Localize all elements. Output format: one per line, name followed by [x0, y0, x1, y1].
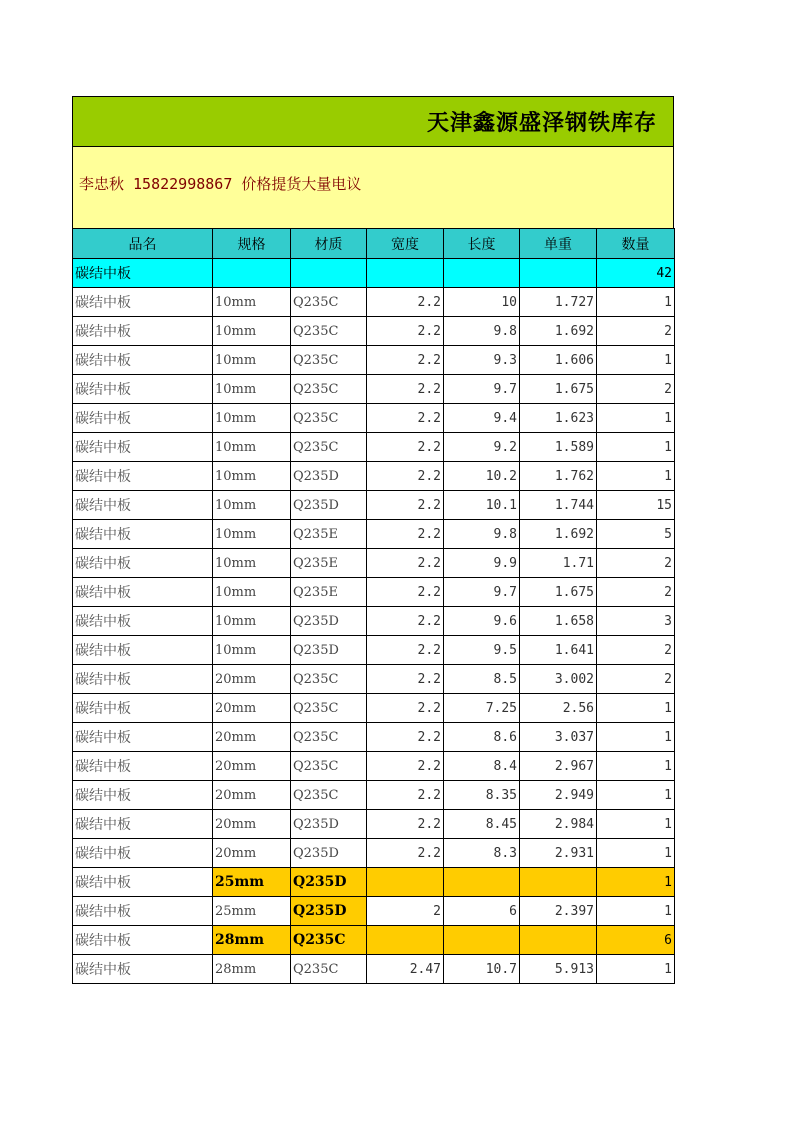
cell-unit-weight: 2.397	[520, 897, 597, 926]
cell-width: 2.2	[367, 578, 444, 607]
cell-name: 碳结中板	[73, 346, 213, 375]
cell-material: Q235C	[291, 433, 367, 462]
cell-name: 碳结中板	[73, 317, 213, 346]
cell-width	[367, 926, 444, 955]
cell-quantity: 1	[597, 752, 675, 781]
cell-spec: 10mm	[213, 520, 291, 549]
cell-quantity: 1	[597, 462, 675, 491]
header-name: 品名	[73, 229, 213, 259]
table-row	[73, 897, 675, 926]
cell-material: Q235D	[291, 868, 367, 897]
cell-length: 9.7	[444, 375, 520, 404]
cell-length: 8.3	[444, 839, 520, 868]
cell-length: 9.6	[444, 607, 520, 636]
cell-material: Q235C	[291, 723, 367, 752]
cell-quantity: 2	[597, 375, 675, 404]
cell-material: Q235D	[291, 810, 367, 839]
table-row	[73, 317, 675, 346]
cell-name: 碳结中板	[73, 723, 213, 752]
cell-length: 10	[444, 288, 520, 317]
cell-material: Q235D	[291, 839, 367, 868]
cell-unit-weight: 3.002	[520, 665, 597, 694]
cell-width: 2.2	[367, 433, 444, 462]
cell-length: 9.8	[444, 520, 520, 549]
cell-spec: 10mm	[213, 433, 291, 462]
group-cell	[444, 259, 520, 288]
cell-width: 2.2	[367, 317, 444, 346]
cell-name: 碳结中板	[73, 665, 213, 694]
header-unit-weight: 单重	[520, 229, 597, 259]
cell-name: 碳结中板	[73, 955, 213, 984]
cell-quantity: 5	[597, 520, 675, 549]
cell-material: Q235D	[291, 462, 367, 491]
cell-material: Q235C	[291, 781, 367, 810]
table-row	[73, 955, 675, 984]
cell-name: 碳结中板	[73, 694, 213, 723]
cell-unit-weight: 2.967	[520, 752, 597, 781]
cell-quantity: 2	[597, 636, 675, 665]
cell-width: 2.2	[367, 723, 444, 752]
contact-info: 李忠秋 15822998867 价格提货大量电议	[79, 175, 362, 193]
cell-width: 2.2	[367, 375, 444, 404]
cell-name: 碳结中板	[73, 636, 213, 665]
cell-unit-weight: 1.762	[520, 462, 597, 491]
inventory-table	[72, 228, 675, 984]
cell-quantity: 1	[597, 723, 675, 752]
cell-name: 碳结中板	[73, 375, 213, 404]
header-length: 长度	[444, 229, 520, 259]
group-row	[73, 259, 675, 288]
cell-material: Q235C	[291, 665, 367, 694]
cell-quantity: 1	[597, 694, 675, 723]
cell-unit-weight: 5.913	[520, 955, 597, 984]
cell-width: 2.2	[367, 491, 444, 520]
cell-spec: 10mm	[213, 317, 291, 346]
cell-quantity: 2	[597, 665, 675, 694]
cell-unit-weight: 2.984	[520, 810, 597, 839]
cell-material: Q235C	[291, 375, 367, 404]
table-row	[73, 839, 675, 868]
header-spec: 规格	[213, 229, 291, 259]
cell-length: 10.2	[444, 462, 520, 491]
cell-length: 8.4	[444, 752, 520, 781]
cell-material: Q235D	[291, 636, 367, 665]
cell-material: Q235C	[291, 317, 367, 346]
cell-name: 碳结中板	[73, 607, 213, 636]
cell-spec: 10mm	[213, 404, 291, 433]
cell-spec: 20mm	[213, 781, 291, 810]
group-cell	[213, 259, 291, 288]
cell-unit-weight: 3.037	[520, 723, 597, 752]
cell-name: 碳结中板	[73, 810, 213, 839]
cell-unit-weight: 1.675	[520, 578, 597, 607]
cell-unit-weight: 2.949	[520, 781, 597, 810]
table-row	[73, 288, 675, 317]
cell-name: 碳结中板	[73, 462, 213, 491]
cell-material: Q235E	[291, 578, 367, 607]
cell-name: 碳结中板	[73, 868, 213, 897]
cell-spec: 20mm	[213, 839, 291, 868]
cell-material: Q235C	[291, 926, 367, 955]
cell-width: 2.2	[367, 694, 444, 723]
cell-quantity: 3	[597, 607, 675, 636]
cell-spec: 10mm	[213, 607, 291, 636]
cell-name: 碳结中板	[73, 578, 213, 607]
table-row	[73, 810, 675, 839]
table-row	[73, 665, 675, 694]
cell-length: 9.5	[444, 636, 520, 665]
cell-width: 2.2	[367, 549, 444, 578]
cell-width: 2.2	[367, 607, 444, 636]
cell-spec: 28mm	[213, 926, 291, 955]
cell-spec: 25mm	[213, 897, 291, 926]
cell-quantity: 1	[597, 433, 675, 462]
cell-name: 碳结中板	[73, 549, 213, 578]
header-row	[73, 229, 675, 259]
cell-unit-weight: 1.692	[520, 520, 597, 549]
cell-width	[367, 868, 444, 897]
cell-material: Q235C	[291, 752, 367, 781]
cell-length: 9.8	[444, 317, 520, 346]
cell-name: 碳结中板	[73, 491, 213, 520]
cell-width: 2.2	[367, 462, 444, 491]
cell-spec: 10mm	[213, 578, 291, 607]
contact-banner	[72, 146, 674, 228]
cell-quantity: 2	[597, 578, 675, 607]
cell-length: 6	[444, 897, 520, 926]
table-row	[73, 578, 675, 607]
cell-spec: 10mm	[213, 375, 291, 404]
cell-width: 2.2	[367, 288, 444, 317]
cell-unit-weight: 1.589	[520, 433, 597, 462]
cell-width: 2.2	[367, 781, 444, 810]
cell-quantity: 1	[597, 288, 675, 317]
table-row	[73, 926, 675, 955]
cell-name: 碳结中板	[73, 897, 213, 926]
cell-spec: 10mm	[213, 549, 291, 578]
table-row	[73, 607, 675, 636]
cell-material: Q235D	[291, 897, 367, 926]
table-row	[73, 636, 675, 665]
header-quantity: 数量	[597, 229, 675, 259]
cell-length	[444, 868, 520, 897]
cell-quantity: 1	[597, 404, 675, 433]
group-cell	[367, 259, 444, 288]
cell-width: 2.2	[367, 810, 444, 839]
cell-unit-weight: 1.658	[520, 607, 597, 636]
cell-width: 2.2	[367, 520, 444, 549]
table-row	[73, 462, 675, 491]
table-row	[73, 404, 675, 433]
cell-material: Q235E	[291, 520, 367, 549]
cell-width: 2.2	[367, 839, 444, 868]
cell-length: 8.35	[444, 781, 520, 810]
cell-unit-weight: 1.744	[520, 491, 597, 520]
cell-length: 9.7	[444, 578, 520, 607]
cell-unit-weight	[520, 926, 597, 955]
cell-material: Q235C	[291, 346, 367, 375]
cell-unit-weight: 1.727	[520, 288, 597, 317]
cell-spec: 10mm	[213, 462, 291, 491]
cell-length: 10.7	[444, 955, 520, 984]
cell-quantity: 1	[597, 781, 675, 810]
cell-material: Q235C	[291, 955, 367, 984]
cell-length	[444, 926, 520, 955]
cell-material: Q235C	[291, 404, 367, 433]
table-row	[73, 346, 675, 375]
group-count: 42	[597, 259, 675, 288]
cell-name: 碳结中板	[73, 404, 213, 433]
cell-name: 碳结中板	[73, 288, 213, 317]
cell-length: 9.4	[444, 404, 520, 433]
group-cell	[520, 259, 597, 288]
cell-unit-weight: 1.692	[520, 317, 597, 346]
table-row	[73, 752, 675, 781]
cell-width: 2.2	[367, 404, 444, 433]
cell-name: 碳结中板	[73, 433, 213, 462]
cell-name: 碳结中板	[73, 520, 213, 549]
cell-length: 7.25	[444, 694, 520, 723]
cell-material: Q235C	[291, 288, 367, 317]
group-cell	[291, 259, 367, 288]
cell-quantity: 6	[597, 926, 675, 955]
cell-quantity: 2	[597, 317, 675, 346]
table-row	[73, 723, 675, 752]
cell-length: 9.9	[444, 549, 520, 578]
cell-unit-weight	[520, 868, 597, 897]
cell-spec: 10mm	[213, 636, 291, 665]
cell-width: 2.2	[367, 346, 444, 375]
header-material: 材质	[291, 229, 367, 259]
cell-name: 碳结中板	[73, 926, 213, 955]
cell-unit-weight: 2.56	[520, 694, 597, 723]
cell-spec: 10mm	[213, 346, 291, 375]
cell-length: 9.3	[444, 346, 520, 375]
cell-unit-weight: 1.71	[520, 549, 597, 578]
table-row	[73, 694, 675, 723]
cell-material: Q235C	[291, 694, 367, 723]
sheet-title: 天津鑫源盛泽钢铁库存	[426, 110, 657, 136]
cell-spec: 20mm	[213, 752, 291, 781]
cell-spec: 25mm	[213, 868, 291, 897]
cell-length: 8.5	[444, 665, 520, 694]
cell-spec: 10mm	[213, 288, 291, 317]
cell-width: 2.47	[367, 955, 444, 984]
table-row	[73, 375, 675, 404]
cell-spec: 20mm	[213, 810, 291, 839]
cell-name: 碳结中板	[73, 839, 213, 868]
table-row	[73, 491, 675, 520]
cell-unit-weight: 2.931	[520, 839, 597, 868]
cell-material: Q235D	[291, 607, 367, 636]
cell-quantity: 2	[597, 549, 675, 578]
cell-quantity: 1	[597, 810, 675, 839]
cell-length: 8.45	[444, 810, 520, 839]
table-row	[73, 433, 675, 462]
table-row	[73, 549, 675, 578]
cell-width: 2.2	[367, 665, 444, 694]
table-row	[73, 868, 675, 897]
cell-quantity: 1	[597, 346, 675, 375]
inventory-sheet	[72, 96, 674, 984]
cell-width: 2	[367, 897, 444, 926]
cell-material: Q235E	[291, 549, 367, 578]
cell-name: 碳结中板	[73, 781, 213, 810]
table-row	[73, 781, 675, 810]
cell-unit-weight: 1.641	[520, 636, 597, 665]
cell-spec: 10mm	[213, 491, 291, 520]
cell-length: 8.6	[444, 723, 520, 752]
cell-quantity: 1	[597, 868, 675, 897]
cell-spec: 20mm	[213, 694, 291, 723]
cell-quantity: 1	[597, 897, 675, 926]
cell-name: 碳结中板	[73, 752, 213, 781]
cell-width: 2.2	[367, 636, 444, 665]
cell-quantity: 15	[597, 491, 675, 520]
title-banner	[72, 96, 674, 146]
cell-spec: 20mm	[213, 665, 291, 694]
cell-length: 9.2	[444, 433, 520, 462]
cell-length: 10.1	[444, 491, 520, 520]
cell-unit-weight: 1.675	[520, 375, 597, 404]
cell-spec: 28mm	[213, 955, 291, 984]
cell-unit-weight: 1.606	[520, 346, 597, 375]
cell-material: Q235D	[291, 491, 367, 520]
cell-unit-weight: 1.623	[520, 404, 597, 433]
cell-quantity: 1	[597, 839, 675, 868]
cell-width: 2.2	[367, 752, 444, 781]
header-width: 宽度	[367, 229, 444, 259]
cell-quantity: 1	[597, 955, 675, 984]
group-name: 碳结中板	[73, 259, 213, 288]
table-row	[73, 520, 675, 549]
cell-spec: 20mm	[213, 723, 291, 752]
